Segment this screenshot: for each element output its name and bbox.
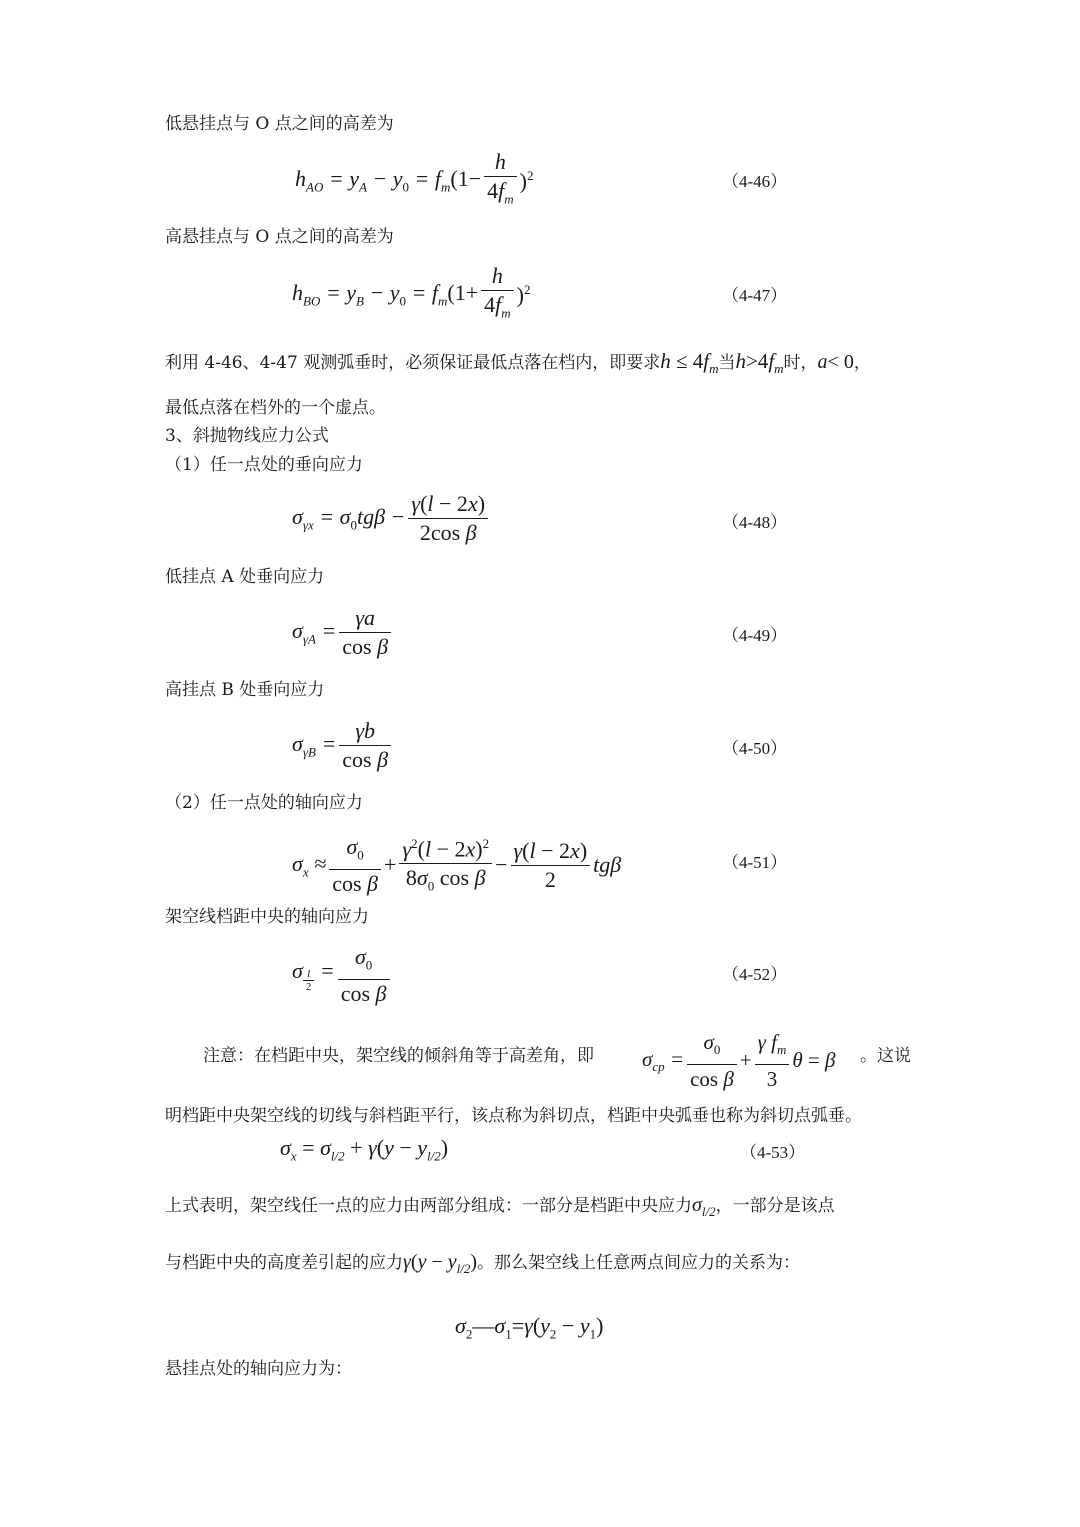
text-line-13-part-2: ，一部分是该点 (715, 1196, 835, 1216)
subsection-heading-1: （1）任一点处的垂向应力 (165, 455, 363, 475)
text-line-1: 低悬挂点与 O 点之间的高差为 (165, 114, 394, 134)
equation-4-47: $h_{BO} = y_B - y_0 = f_m(1+$ $\frac{h}{4f_m}$ )$^2$ (292, 263, 531, 321)
text-line-2: 高悬挂点与 O 点之间的高差为 (165, 227, 394, 247)
text-line-12: 明档距中央架空线的切线与斜档距平行，该点称为斜切点，档距中央弧垂也称为斜切点弧垂。 (165, 1106, 862, 1126)
text-line-13: 上式表明，架空线任一点的应力由两部分组成：一部分是档距中央应力$\sigma_{l/2}$，一部分是该点 (165, 1194, 835, 1219)
text-line-13-part-1: 上式表明，架空线任一点的应力由两部分组成：一部分是档距中央应力 (165, 1196, 692, 1216)
equation-4-51: $\sigma_x$ ≈ $\frac{\sigma_0}{\text{cos β}}$ + $\frac{\gamma^2(l - 2x)^2}{8\sigma_0 \cos \beta}$ − $\frac{\gamma(l - 2x)}{2}$ tgβ (292, 830, 621, 901)
text-line-11-part-2: 。这说 (860, 1046, 911, 1066)
text-line-14: 与档距中央的高度差引起的应力$\gamma(y - y_{l/2})$。那么架空线上任意两点间应力的关系为： (165, 1251, 801, 1276)
text-line-3-part-1: 利用 4-46、4-47 观测弧垂时，必须保证最低点落在档内，即要求 (165, 353, 661, 373)
equation-number-4-47: （4-47） (722, 286, 788, 305)
equation-number-4-53: （4-53） (740, 1143, 806, 1162)
equation-4-48: $\sigma_{\gamma x} = \sigma_0tg\beta$ − $\frac{\gamma(l - 2x)}{\text{2cos β}}$ (292, 490, 491, 547)
equation-4-53: $\sigma_x = \sigma_{l/2} + \gamma(y - y_{l/2})$ (280, 1135, 449, 1164)
equation-4-49: $\sigma_{\gamma A}$ = $\frac{\gamma a}{\text{cos β}}$ (292, 604, 394, 661)
text-line-7: 低挂点 A 处垂向应力 (165, 567, 325, 587)
equation-number-4-52: （4-52） (722, 965, 788, 984)
subsection-heading-2: （2）任一点处的轴向应力 (165, 793, 363, 813)
equation-stress-difference: $\sigma_2—\sigma_1=\gamma(y_2 - y_1)$ (455, 1313, 604, 1342)
equation-number-4-48: （4-48） (722, 513, 788, 532)
text-line-15: 悬挂点处的轴向应力为： (165, 1359, 352, 1379)
text-line-14-part-2: 。那么架空线上任意两点间应力的关系为： (477, 1253, 801, 1273)
equation-number-4-46: （4-46） (722, 172, 788, 191)
equation-4-50: $\sigma_{\gamma B}$ = $\frac{\gamma b}{\text{cos β}}$ (292, 717, 394, 774)
text-line-3-part-2: 当 (718, 353, 736, 373)
equation-number-4-49: （4-49） (722, 626, 788, 645)
text-line-8: 高挂点 B 处垂向应力 (165, 680, 325, 700)
text-line-11-part-1: 注意：在档距中央，架空线的倾斜角等于高差角，即 (203, 1046, 594, 1066)
equation-number-4-50: （4-50） (722, 739, 788, 758)
equation-number-4-51: （4-51） (722, 853, 788, 872)
text-line-4: 最低点落在档外的一个虚点。 (165, 398, 386, 418)
equation-4-46: $h_{AO} = y_A - y_0 = f_m(1-$ $\frac{h}{4f_m}$ )$^2$ (295, 149, 534, 207)
text-line-3: 利用 4-46、4-47 观测弧垂时，必须保证最低点落在档内，即要求$h \le 4f_m$当$h>4f_m$时，a< 0， (165, 349, 871, 377)
equation-4-52: σ $_{\frac{l}{2}}$ = $\frac{\sigma_0}{\text{cos β}}$ (292, 943, 393, 1008)
text-line-10: 架空线档距中央的轴向应力 (165, 907, 369, 927)
text-line-11 (203, 1045, 594, 1067)
text-line-3-part-3: 时， (783, 353, 818, 373)
section-heading-3: 3、斜抛物线应力公式 (165, 426, 329, 446)
equation-sigma-cp: $\sigma_{cp}$ = $\frac{\sigma_0}{\text{cos β}}$ + $\frac{\gamma f_m}{3}$ θ = β (642, 1030, 836, 1092)
text-line-14-part-1: 与档距中央的高度差引起的应力 (165, 1253, 403, 1273)
